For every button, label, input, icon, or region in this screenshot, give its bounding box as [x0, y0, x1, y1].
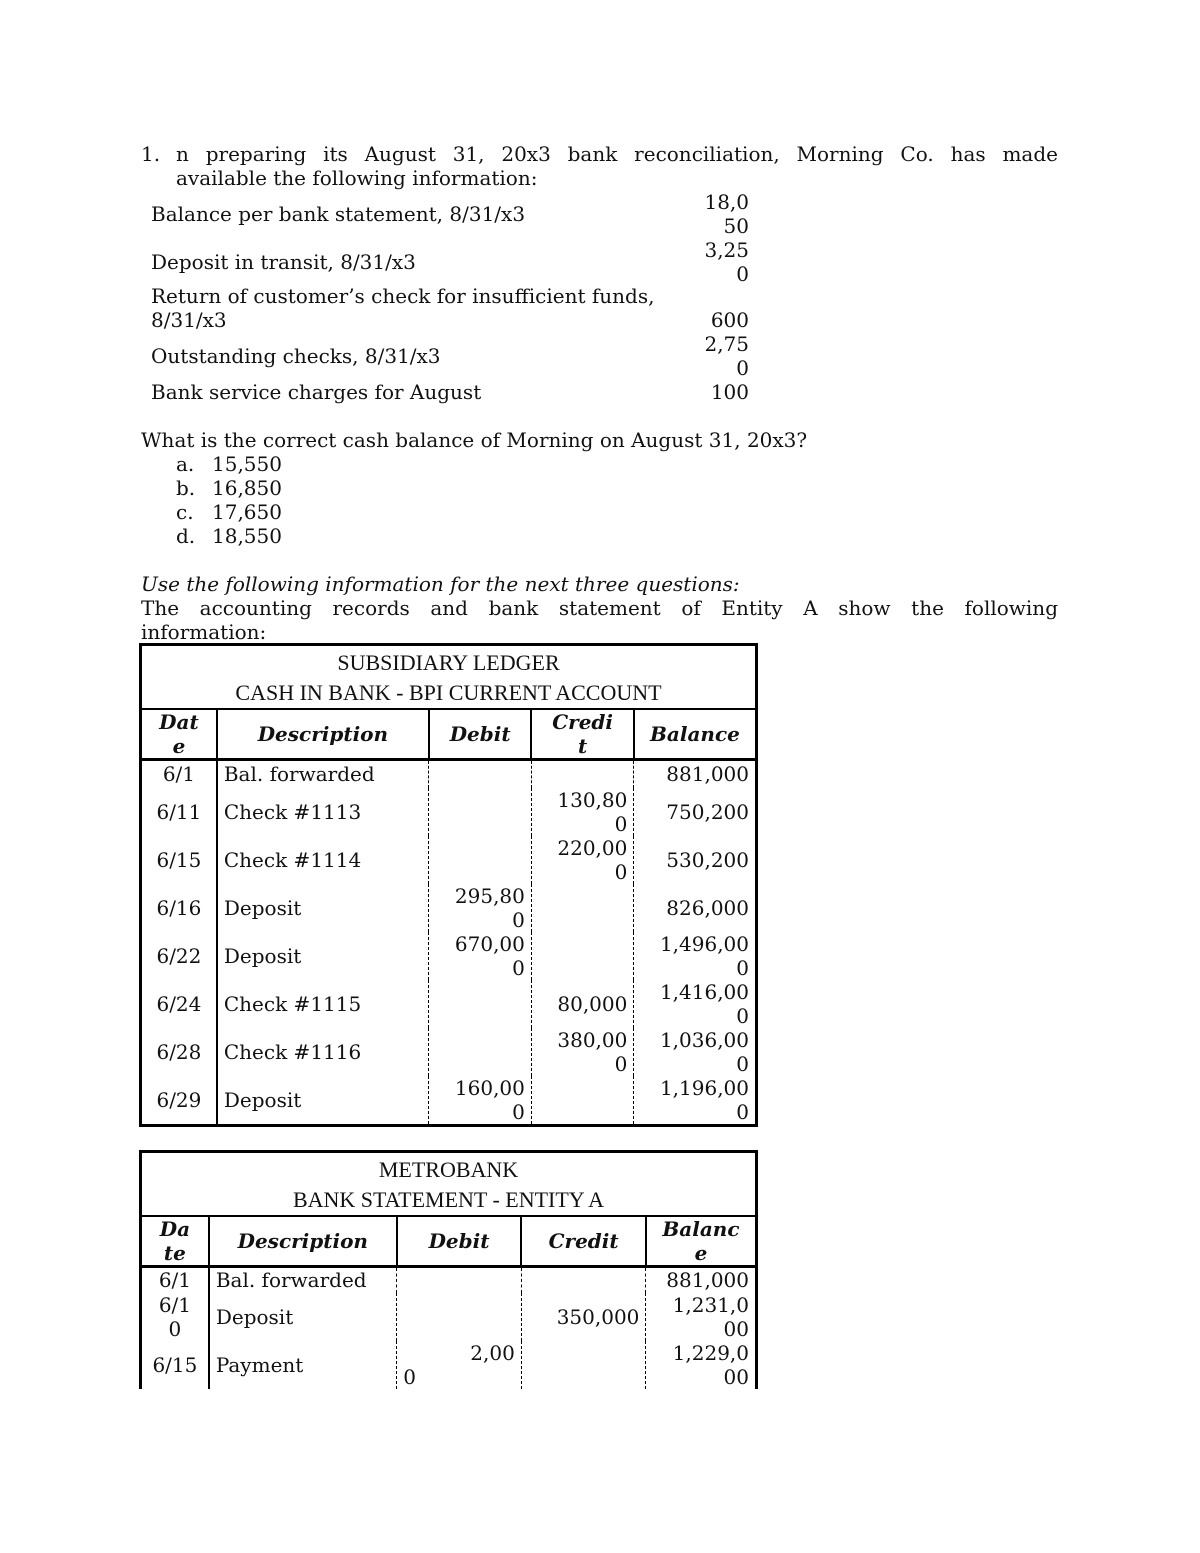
- word: of: [681, 596, 701, 620]
- bank-statement-clip: [139, 1150, 758, 1392]
- item-value: 0: [736, 262, 749, 286]
- item-label: Balance per bank statement, 8/31/x3: [151, 202, 526, 226]
- row-balance: 1,196,00 0: [634, 1076, 757, 1126]
- word: accounting: [199, 596, 312, 620]
- row-debit: [397, 1267, 522, 1293]
- bank-statement-table: [139, 1150, 758, 1389]
- row-balance: 1,416,00 0: [634, 980, 757, 1028]
- row-description: Deposit: [209, 1293, 397, 1341]
- item-service-charges: [151, 380, 749, 404]
- word: reconciliation,: [634, 142, 780, 166]
- option-text: 16,850: [212, 476, 282, 500]
- row-credit: 350,000: [521, 1293, 646, 1341]
- word: Morning: [796, 142, 884, 166]
- word: August: [364, 142, 436, 166]
- option-text: 15,550: [212, 452, 282, 476]
- row-credit: 220,00 0: [531, 836, 633, 884]
- bank-header-credit: Credit: [521, 1216, 646, 1267]
- item-value: 3,25: [704, 238, 749, 262]
- word: 20x3: [501, 142, 551, 166]
- row-date: 6/15: [156, 847, 202, 872]
- table-row: [141, 760, 757, 788]
- option-letter: a.: [176, 452, 195, 476]
- word: preparing: [205, 142, 307, 166]
- row-credit: [531, 932, 633, 980]
- ledger-title: [141, 645, 757, 710]
- row-credit: [531, 760, 633, 788]
- table-row: [141, 1293, 757, 1341]
- header-description: Description: [217, 709, 429, 760]
- table-row: [141, 932, 757, 980]
- row-description: Bal. forwarded: [209, 1267, 397, 1293]
- word: statement: [558, 596, 661, 620]
- row-description: Check #1114: [217, 836, 429, 884]
- option-a[interactable]: [176, 452, 282, 476]
- row-balance: 826,000: [634, 884, 757, 932]
- row-credit: [531, 884, 633, 932]
- word: and: [430, 596, 468, 620]
- item-label: Outstanding checks, 8/31/x3: [151, 344, 441, 368]
- table-row: [141, 788, 757, 836]
- item-value: 100: [710, 380, 749, 404]
- word: following: [964, 596, 1058, 620]
- word: has: [950, 142, 986, 166]
- header-credit: Credi t: [531, 709, 633, 760]
- row-description: Deposit: [217, 884, 429, 932]
- word: Co.: [900, 142, 934, 166]
- option-text: 18,550: [212, 524, 282, 548]
- bank-title1: METROBANK: [378, 1157, 519, 1182]
- bank-title: [141, 1152, 757, 1217]
- row-date: 6/24: [156, 991, 202, 1016]
- item-label: Return of customer’s check for insufficient funds,: [151, 284, 655, 308]
- table-row: [141, 884, 757, 932]
- row-description: Payment: [209, 1341, 397, 1389]
- word: show: [838, 596, 891, 620]
- bank-header-description: Description: [209, 1216, 397, 1267]
- row-date: 6/22: [156, 943, 202, 968]
- item-value: 2,75: [704, 332, 749, 356]
- row-debit: [429, 980, 531, 1028]
- question-text: What is the correct cash balance of Morning on August 31, 20x3?: [141, 428, 808, 452]
- subsidiary-ledger-table: [139, 643, 758, 1127]
- row-balance: 1,229,0 00: [646, 1341, 757, 1389]
- row-balance: 530,200: [634, 836, 757, 884]
- row-debit: [429, 836, 531, 884]
- ledger-title2: CASH IN BANK - BPI CURRENT ACCOUNT: [235, 680, 662, 705]
- question-stem-line2: available the following information:: [176, 166, 538, 190]
- option-d[interactable]: [176, 524, 282, 548]
- table-row: [141, 1341, 757, 1389]
- row-credit: 380,00 0: [531, 1028, 633, 1076]
- row-description: Check #1116: [217, 1028, 429, 1076]
- row-date: 6/16: [156, 895, 202, 920]
- question-number: 1.: [141, 142, 161, 166]
- item-label: Bank service charges for August: [151, 380, 482, 404]
- row-credit: [531, 1076, 633, 1126]
- row-debit: 295,80 0: [429, 884, 531, 932]
- word: Entity: [721, 596, 783, 620]
- row-description: Check #1113: [217, 788, 429, 836]
- option-text: 17,650: [212, 500, 282, 524]
- row-debit: 670,00 0: [429, 932, 531, 980]
- row-description: Deposit: [217, 932, 429, 980]
- row-description: Check #1115: [217, 980, 429, 1028]
- header-debit: Debit: [429, 709, 531, 760]
- row-debit: [429, 788, 531, 836]
- bank-header-debit: Debit: [397, 1216, 522, 1267]
- row-description: Bal. forwarded: [217, 760, 429, 788]
- table-row: [141, 1028, 757, 1076]
- item-value: 50: [723, 214, 749, 238]
- row-credit: 130,80 0: [531, 788, 633, 836]
- item-bank-balance: [151, 190, 749, 238]
- header-balance: Balance: [634, 709, 757, 760]
- word: bank: [488, 596, 539, 620]
- row-date: 6/15: [152, 1352, 198, 1377]
- row-balance: 1,496,00 0: [634, 932, 757, 980]
- option-letter: d.: [176, 524, 196, 548]
- item-value: 0: [736, 356, 749, 380]
- row-debit: 160,00 0: [429, 1076, 531, 1126]
- row-date: 6/11: [156, 799, 202, 824]
- item-value: 18,0: [704, 190, 749, 214]
- question-stem-line1: [176, 142, 1058, 166]
- row-balance: 1,231,0 00: [646, 1293, 757, 1341]
- table-row: [141, 1076, 757, 1126]
- table-row: [141, 836, 757, 884]
- row-credit: 80,000: [531, 980, 633, 1028]
- header-date: Dat e: [141, 709, 217, 760]
- word: the: [911, 596, 944, 620]
- row-description: Deposit: [217, 1076, 429, 1126]
- row-date: 6/1: [158, 1268, 191, 1293]
- row-credit: [521, 1267, 646, 1293]
- row-debit: [429, 760, 531, 788]
- item-deposit-transit: [151, 238, 749, 286]
- item-outstanding-checks: [151, 332, 749, 380]
- word: records: [332, 596, 410, 620]
- option-c[interactable]: [176, 500, 282, 524]
- word: A: [803, 596, 818, 620]
- intro-line2: [141, 596, 1058, 620]
- row-credit: [521, 1341, 646, 1389]
- word: bank: [567, 142, 618, 166]
- table-row: [141, 980, 757, 1028]
- bank-title2: BANK STATEMENT - ENTITY A: [292, 1187, 605, 1212]
- row-date: 6/1 0: [158, 1292, 191, 1341]
- intro-italic: Use the following information for the next three questions:: [141, 572, 740, 596]
- option-letter: c.: [176, 500, 194, 524]
- row-balance: 881,000: [646, 1267, 757, 1293]
- bank-header-balance: Balanc e: [646, 1216, 757, 1267]
- word: made: [1002, 142, 1058, 166]
- row-debit: 2,00 0: [397, 1341, 522, 1389]
- row-date: 6/1: [162, 762, 196, 787]
- row-date: 6/28: [156, 1039, 202, 1064]
- word: The: [141, 596, 180, 620]
- option-letter: b.: [176, 476, 196, 500]
- bank-header-date: Da te: [141, 1216, 209, 1267]
- word: 31,: [452, 142, 485, 166]
- row-debit: [429, 1028, 531, 1076]
- item-value: 600: [710, 308, 749, 332]
- option-b[interactable]: [176, 476, 282, 500]
- intro-line3: information:: [141, 620, 267, 644]
- row-date: 6/29: [156, 1087, 202, 1112]
- item-label: 8/31/x3: [151, 308, 227, 332]
- row-debit: [397, 1293, 522, 1341]
- row-balance: 881,000: [634, 760, 757, 788]
- table-row: [141, 1267, 757, 1293]
- row-balance: 750,200: [634, 788, 757, 836]
- word: its: [323, 142, 348, 166]
- item-label: Deposit in transit, 8/31/x3: [151, 250, 416, 274]
- word: n: [176, 142, 189, 166]
- item-returned-check: [151, 284, 749, 332]
- row-balance: 1,036,00 0: [634, 1028, 757, 1076]
- ledger-title1: SUBSIDIARY LEDGER: [337, 650, 560, 675]
